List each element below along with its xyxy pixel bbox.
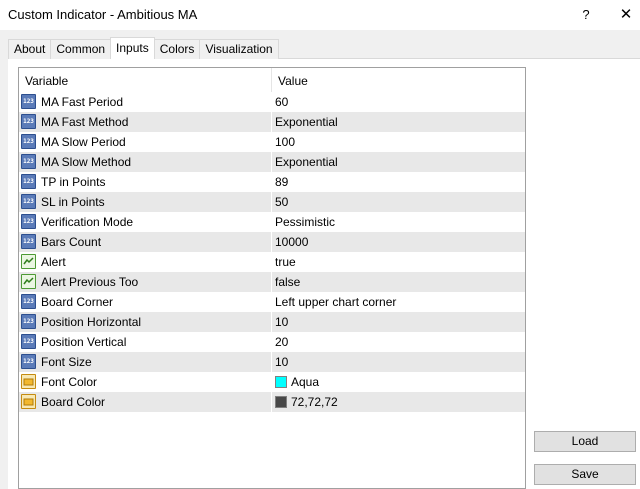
- tab-common[interactable]: Common: [50, 39, 111, 59]
- param-row[interactable]: [19, 392, 525, 412]
- param-row[interactable]: [19, 232, 525, 252]
- param-name: SL in Points: [41, 195, 105, 209]
- tab-visualization[interactable]: Visualization: [199, 39, 278, 59]
- param-value-text: Exponential: [275, 115, 338, 129]
- numeric-param-icon: 123: [21, 194, 36, 209]
- param-row[interactable]: [19, 312, 525, 332]
- save-button[interactable]: Save: [534, 464, 636, 485]
- param-value[interactable]: [275, 215, 335, 229]
- color-swatch: [275, 396, 287, 408]
- param-row[interactable]: [19, 272, 525, 292]
- param-value-text: 100: [275, 135, 296, 149]
- param-value[interactable]: [275, 295, 396, 309]
- param-value[interactable]: [275, 255, 296, 269]
- numeric-param-icon: 123: [21, 94, 36, 109]
- param-name: Alert Previous Too: [41, 275, 139, 289]
- param-name: MA Slow Method: [41, 155, 132, 169]
- param-value[interactable]: [275, 355, 288, 369]
- param-value-text: Left upper chart corner: [275, 295, 397, 309]
- column-divider: [271, 152, 272, 172]
- column-divider: [271, 232, 272, 252]
- param-row[interactable]: [19, 352, 525, 372]
- param-value-text: 50: [275, 195, 289, 209]
- param-row[interactable]: [19, 92, 525, 112]
- param-value-text: false: [275, 275, 301, 289]
- column-divider: [271, 292, 272, 312]
- param-value[interactable]: [275, 395, 338, 409]
- boolean-param-icon: [21, 254, 36, 269]
- param-name: Alert: [41, 255, 66, 269]
- numeric-param-icon: 123: [21, 334, 36, 349]
- param-row[interactable]: [19, 132, 525, 152]
- boolean-param-icon: [21, 274, 36, 289]
- column-divider: [271, 272, 272, 292]
- numeric-param-icon: 123: [21, 154, 36, 169]
- color-param-icon: [21, 394, 36, 409]
- param-row[interactable]: [19, 152, 525, 172]
- title-bar: [0, 0, 640, 30]
- param-value[interactable]: [275, 195, 288, 209]
- numeric-param-icon: 123: [21, 114, 36, 129]
- param-value-text: 72,72,72: [291, 395, 338, 409]
- inputs-grid: [18, 67, 526, 489]
- param-value[interactable]: [275, 235, 308, 249]
- param-row[interactable]: [19, 172, 525, 192]
- param-name: MA Fast Period: [41, 95, 124, 109]
- numeric-param-icon: 123: [21, 174, 36, 189]
- column-divider: [271, 392, 272, 412]
- column-divider: [271, 252, 272, 272]
- param-name: Position Horizontal: [41, 315, 142, 329]
- param-row[interactable]: [19, 372, 525, 392]
- numeric-param-icon: 123: [21, 354, 36, 369]
- param-row[interactable]: [19, 292, 525, 312]
- color-param-icon: [21, 374, 36, 389]
- param-value-text: 20: [275, 335, 289, 349]
- column-divider[interactable]: [271, 68, 272, 92]
- tab-inputs[interactable]: Inputs: [110, 37, 155, 59]
- help-button[interactable]: ?: [582, 7, 590, 22]
- column-divider: [271, 192, 272, 212]
- numeric-param-icon: 123: [21, 294, 36, 309]
- param-row[interactable]: [19, 212, 525, 232]
- window-title: Custom Indicator - Ambitious MA: [8, 7, 198, 22]
- param-value[interactable]: [275, 315, 288, 329]
- param-name: TP in Points: [41, 175, 106, 189]
- param-name: Verification Mode: [41, 215, 134, 229]
- param-name: Board Color: [41, 395, 106, 409]
- column-divider: [271, 112, 272, 132]
- param-value-text: true: [275, 255, 296, 269]
- param-name: Font Color: [41, 375, 98, 389]
- param-name: MA Fast Method: [41, 115, 129, 129]
- param-value-text: 10: [275, 315, 289, 329]
- param-value[interactable]: [275, 115, 338, 129]
- param-row[interactable]: [19, 192, 525, 212]
- param-value-text: 60: [275, 95, 289, 109]
- param-value-text: Pessimistic: [275, 215, 336, 229]
- param-value[interactable]: [275, 275, 300, 289]
- close-button[interactable]: ✕: [619, 6, 633, 23]
- param-name: Board Corner: [41, 295, 114, 309]
- column-divider: [271, 312, 272, 332]
- tab-bar: [8, 38, 278, 59]
- param-value[interactable]: [275, 155, 338, 169]
- param-row[interactable]: [19, 252, 525, 272]
- column-header-value[interactable]: Value: [278, 74, 308, 88]
- param-value-text: Exponential: [275, 155, 338, 169]
- column-divider: [271, 132, 272, 152]
- param-value-text: 10000: [275, 235, 309, 249]
- tab-colors[interactable]: Colors: [154, 39, 201, 59]
- color-swatch: [275, 376, 287, 388]
- column-divider: [271, 212, 272, 232]
- param-name: Bars Count: [41, 235, 102, 249]
- param-value[interactable]: [275, 375, 319, 389]
- column-divider: [271, 92, 272, 112]
- param-value-text: 89: [275, 175, 289, 189]
- param-value-text: Aqua: [291, 375, 320, 389]
- param-value-text: 10: [275, 355, 289, 369]
- column-header-variable[interactable]: Variable: [25, 74, 69, 88]
- param-value[interactable]: [275, 95, 288, 109]
- column-divider: [271, 172, 272, 192]
- column-divider: [271, 332, 272, 352]
- param-value[interactable]: [275, 135, 295, 149]
- param-value[interactable]: [275, 335, 288, 349]
- param-name: MA Slow Period: [41, 135, 126, 149]
- numeric-param-icon: 123: [21, 134, 36, 149]
- numeric-param-icon: 123: [21, 314, 36, 329]
- param-row[interactable]: [19, 332, 525, 352]
- param-name: Font Size: [41, 355, 92, 369]
- column-divider: [271, 352, 272, 372]
- numeric-param-icon: 123: [21, 234, 36, 249]
- column-divider: [271, 372, 272, 392]
- param-value[interactable]: [275, 175, 288, 189]
- param-name: Position Vertical: [41, 335, 127, 349]
- tab-about[interactable]: About: [8, 39, 51, 59]
- grid-header: [19, 68, 525, 92]
- load-button[interactable]: Load: [534, 431, 636, 452]
- numeric-param-icon: 123: [21, 214, 36, 229]
- param-row[interactable]: [19, 112, 525, 132]
